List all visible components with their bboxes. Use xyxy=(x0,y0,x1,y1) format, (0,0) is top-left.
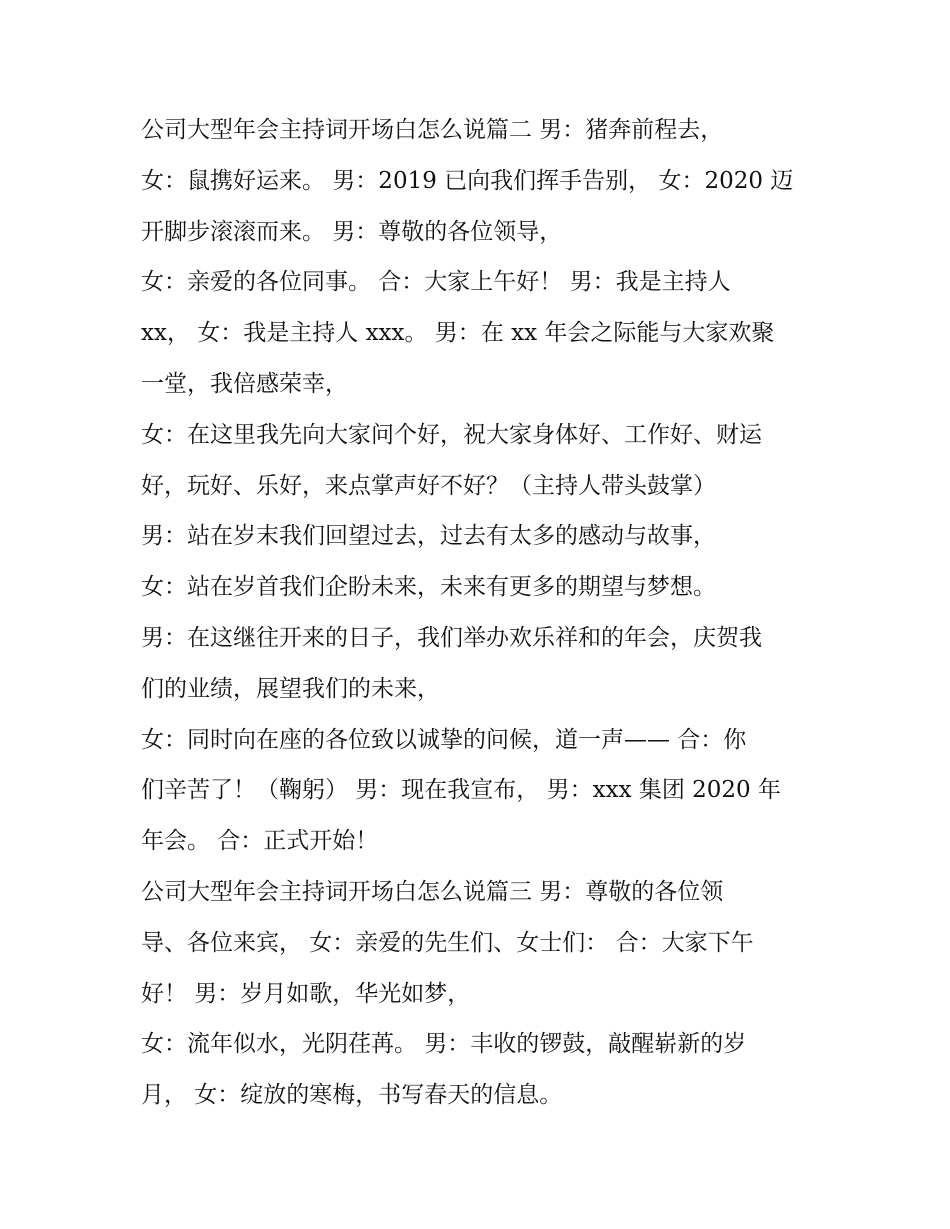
text-line: 女：在这里我先向大家问个好，祝大家身体好、工作好、财运 xyxy=(141,421,762,448)
text-line: 们的业绩，展望我们的未来， xyxy=(141,675,440,702)
document-body xyxy=(141,105,821,1121)
text-line: 一堂，我倍感荣幸， xyxy=(141,370,348,397)
text-line: 年会。 合：正式开始！ xyxy=(141,828,379,855)
text-line: 们辛苦了！（鞠躬） 男：现在我宣布， 男：xxx 集团 2020 年 xyxy=(141,777,782,804)
text-line: 女：同时向在座的各位致以诚挚的问候，道一声—— 合：你 xyxy=(141,726,747,753)
text-line: 开脚步滚滚而来。 男：尊敬的各位领导， xyxy=(141,218,563,245)
text-line: 男：在这继往开来的日子，我们举办欢乐祥和的年会，庆贺我 xyxy=(141,624,762,651)
text-line: 导、各位来宾， 女：亲爱的先生们、女士们： 合：大家下午 xyxy=(141,929,754,956)
text-line: 好，玩好、乐好，来点掌声好不好？（主持人带头鼓掌） xyxy=(141,472,716,499)
text-line: 女：流年似水，光阴荏苒。 男：丰收的锣鼓，敲醒崭新的岁 xyxy=(141,1031,747,1058)
text-line: 男：站在岁末我们回望过去，过去有太多的感动与故事， xyxy=(141,523,716,550)
text-line: 好！ 男：岁月如歌，华光如梦， xyxy=(141,980,471,1007)
text-line: 女：站在岁首我们企盼未来，未来有更多的期望与梦想。 xyxy=(141,574,716,601)
text-line: 女：鼠携好运来。 男：2019 已向我们挥手告别， 女：2020 迈 xyxy=(141,167,794,194)
text-line: 公司大型年会主持词开场白怎么说篇三 男：尊敬的各位领 xyxy=(141,878,724,905)
text-line: 公司大型年会主持词开场白怎么说篇二 男：猪奔前程去， xyxy=(141,117,724,143)
text-line: 月， 女：绽放的寒梅，书写春天的信息。 xyxy=(141,1082,563,1109)
text-line: 女：亲爱的各位同事。 合：大家上午好！ 男：我是主持人 xyxy=(141,269,731,296)
text-line: xx， 女：我是主持人 xxx。 男：在 xx 年会之际能与大家欢聚 xyxy=(141,320,775,347)
